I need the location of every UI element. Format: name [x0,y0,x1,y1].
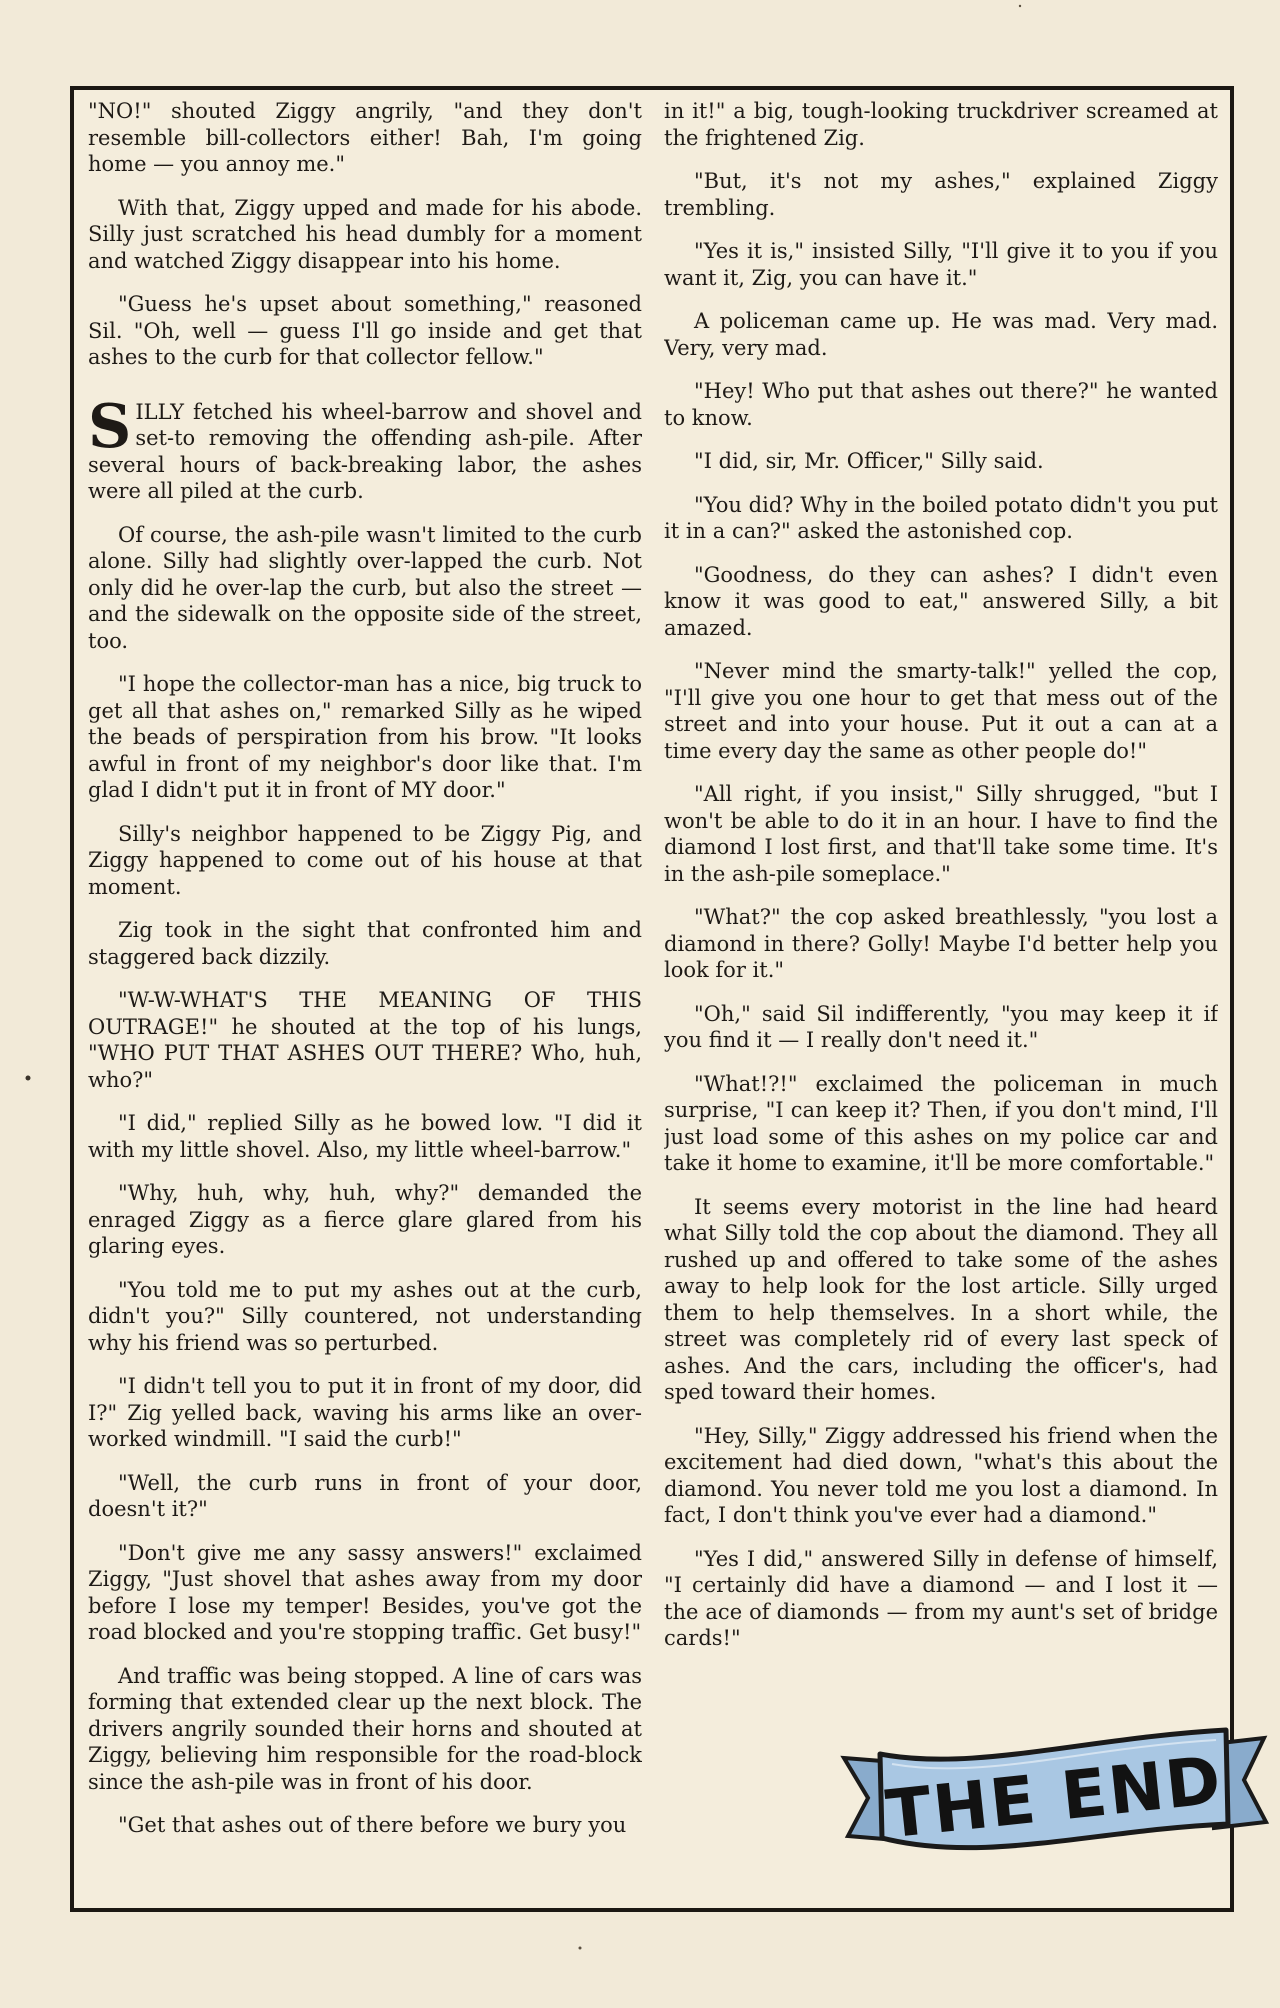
paragraph: "Goodness, do they can ashes? I didn't even know it was good to eat," answered Silly, a bit amazed. [664,562,1218,640]
left-column [88,98,642,1898]
paragraph: It seems every motorist in the line had heard what Silly told the cop about the diamond. They all rushed up and offered to take some of the ashes away to help look for the lost article. Silly urged them to help themselves. In a short while, the street was completely rid of every last speck of ashes. And the cars, including the officer's, had sped toward their homes. [664,1194,1218,1404]
paragraph: "You did? Why in the boiled potato didn't you put it in a can?" asked the astonished cop. [664,492,1218,543]
paragraph: Silly's neighbor happened to be Ziggy Pig, and Ziggy happened to come out of his house at that moment. [88,821,642,899]
text-columns [88,98,1218,1898]
paragraph: "What?" the cop asked breathlessly, "you lost a diamond in there? Golly! Maybe I'd better help you look for it." [664,905,1218,982]
paragraph: "But, it's not my ashes," explained Ziggy trembling. [664,169,1218,220]
paragraph: A policeman came up. He was mad. Very mad. Very, very mad. [664,309,1218,360]
paragraph: With that, Ziggy upped and made for his abode. Silly just scratched his head dumbly for a moment and watched Ziggy disappear into his home. [88,195,642,273]
the-end-banner [834,1718,1274,1868]
section-paragraph [88,391,642,505]
the-end-text: THE END [882,1741,1227,1853]
paragraph: Zig took in the sight that confronted him and staggered back dizzily. [88,918,642,969]
paragraph: "Get that ashes out of there before we bury you [118,1813,627,1837]
paragraph: "NO!" shouted Ziggy angrily, "and they don't resemble bill-collectors either! Bah, I'm going home — you annoy me." [88,99,642,176]
paragraph: "I hope the collector-man has a nice, big truck to get all that ashes on," remarked Silly as he wiped the beads of perspiration from his brow. "It looks awful in front of my neighbor's door like that. I'm glad I didn't put it in front of MY door." [88,672,642,802]
paragraph: "Don't give me any sassy answers!" exclaimed Ziggy, "Just shovel that ashes away from my door before I lose my temper! Besides, you've got the road blocked and you're stopping traffic. Get busy!" [88,1540,642,1644]
paragraph: "You told me to put my ashes out at the curb, didn't you?" Silly countered, not understanding why his friend was so perturbed. [88,1277,642,1355]
paragraph: "I did, sir, Mr. Officer," Silly said. [694,449,1044,473]
paragraph: "Hey, Silly," Ziggy addressed his friend when the excitement had died down, "what's this about the diamond. You never told me you lost a diamond. In fact, I don't think you've ever had a diamond." [664,1423,1218,1527]
paragraph: "All right, if you insist," Silly shrugged, "but I won't be able to do it in an hour. I have to find the diamond I lost first, and that'll take some time. It's in the ash-pile someplace." [664,782,1218,886]
drop-cap: S [88,391,132,462]
story-frame [70,86,1234,1912]
paragraph: "Why, huh, why, huh, why?" demanded the enraged Ziggy as a fierce glare glared from his glaring eyes. [88,1181,642,1258]
paragraph: "W-W-WHAT'S THE MEANING OF THIS OUTRAGE!" he shouted at the top of his lungs, "WHO PUT THAT ASHES OUT THERE? Who, huh, who?" [88,988,642,1092]
paragraph: "What!?!" exclaimed the policeman in much surprise, "I can keep it? Then, if you don't mind, I'll just load some of this ashes on my police car and take it home to examine, it'll be more comfortable." [664,1071,1218,1175]
paragraph: "Hey! Who put that ashes out there?" he wanted to know. [664,379,1218,430]
paragraph: "Well, the curb runs in front of your door, doesn't it?" [88,1470,642,1521]
paragraph: And traffic was being stopped. A line of cars was forming that extended clear up the next block. The drivers angrily sounded their horns and shouted at Ziggy, believing him responsible for the road-block since the ash-pile was in front of his door. [88,1663,642,1794]
paragraph: "Yes I did," answered Silly in defense of himself, "I certainly did have a diamond — and I lost it — the ace of diamonds — from my aunt's set of bridge cards!" [664,1546,1218,1650]
paragraph: "Guess he's upset about something," reasoned Sil. "Oh, well — guess I'll go inside and get that ashes to the curb for that collector fellow." [88,292,642,369]
paragraph: "I didn't tell you to put it in front of my door, did I?" Zig yelled back, waving his arms like an over-worked windmill. "I said the curb!" [88,1374,642,1451]
paragraph: "Yes it is," insisted Silly, "I'll give it to you if you want it, Zig, you can have it." [664,239,1218,290]
paragraph: "I did," replied Silly as he bowed low. "I did it with my little shovel. Also, my little wheel-barrow." [88,1111,642,1162]
paragraph: "Never mind the smarty-talk!" yelled the cop, "I'll give you one hour to get that mess out of the street and into your house. Put it out a can at a time every day the same as other people do!" [664,659,1218,763]
section-text: ILLY fetched his wheel-barrow and shovel and set-to removing the offending ash-pile. After several hours of back-breaking labor, the ashes were all piled at the curb. [88,399,642,503]
paragraph: in it!" a big, tough-looking truckdriver screamed at the frightened Zig. [664,99,1218,150]
right-column [664,98,1218,1898]
paragraph: "Oh," said Sil indifferently, "you may keep it if you find it — I really don't need it." [664,1001,1218,1052]
paragraph: Of course, the ash-pile wasn't limited to the curb alone. Silly had slightly over-lapped the curb. Not only did he over-lap the curb, but also the street — and the sidewalk on the opposite side of the street, too. [88,522,642,653]
